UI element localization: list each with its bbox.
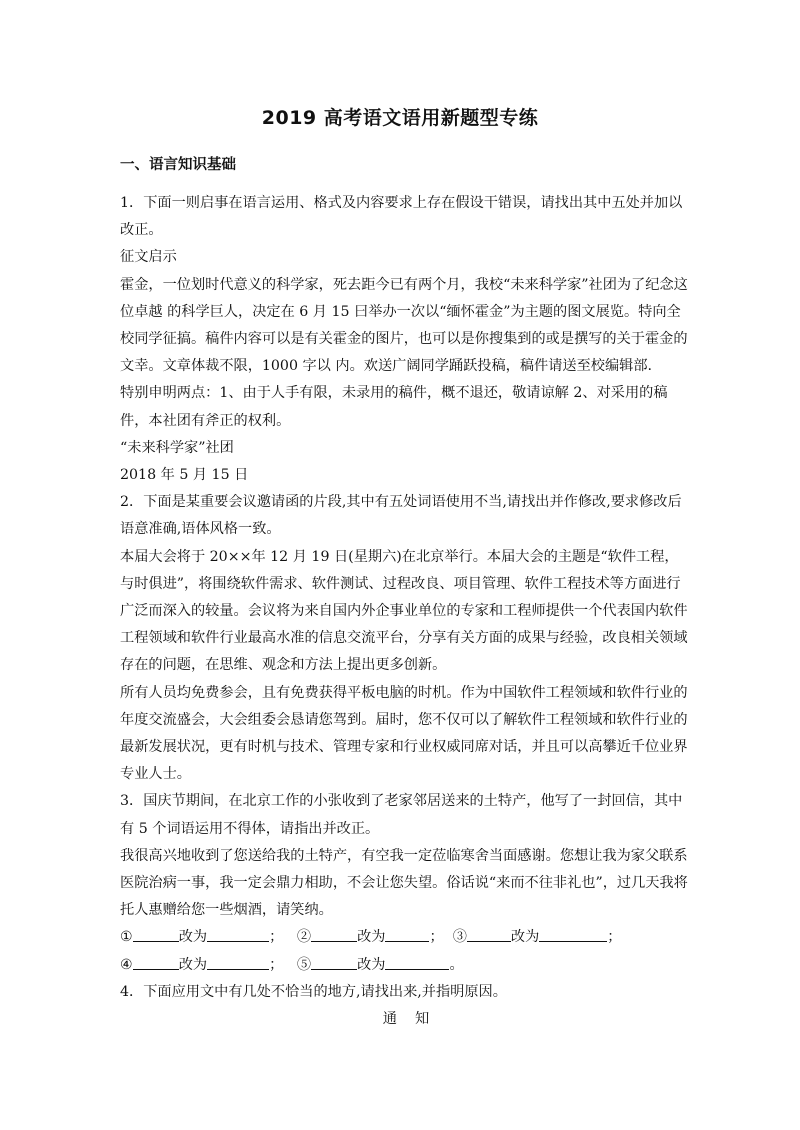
change-to-text: 改为 [357, 956, 386, 973]
change-to-text: 改为 [178, 956, 208, 973]
change-to-text: 改为 [357, 929, 386, 946]
blank-label: ③ [452, 929, 467, 946]
invitation-paragraph: 本届大会将于 20××年 12 月 19 日(星期六)在北京举行。本届大会的主题是“软件工程，与时俱进”，将围绕软件需求、软件测试、过程改良、项目管理、软件工程技术等方面进行广泛而深入的较量。会议将为来自国内外企事业单位的专家和工程师提供一个代表国内软件工程领域和软件行业最高水准的信息交流平台，分享有关方面的成果与经验，改良相关领域存在的问题，在思维、观念和方法上提出更多创新。 [120, 548, 688, 674]
blank-label: ② [296, 929, 312, 946]
notice-paragraph: 霍金，一位划时代意义的科学家，死去距今已有两个月，我校“未来科学家”社团为了纪念这位卓越 的科学巨人，决定在 6 月 15 曰举办一次以“缅怀霍金”为主题的图文展览。特向全校同学征搞。稿件内容可以是有关霍金的图片，也可以是你搜集到的或是撰写的关于霍金的文幸。文章体裁不限，1000 字以 内。欢送广阔同学踊跃投稿，稿件请送至校编辑部. [120, 276, 688, 375]
answer-blank[interactable] [311, 955, 357, 970]
notice-date: 2018 年 5 月 15 日 [120, 467, 249, 484]
notice-signature: “未来科学家”社团 [120, 439, 234, 456]
answer-blank[interactable] [385, 955, 449, 970]
blank-label: ⑤ [296, 956, 312, 973]
notice-heading: 征文启示 [120, 249, 177, 266]
separator: ； [269, 929, 284, 946]
blank-label: ④ [120, 956, 133, 973]
change-to-text: 改为 [510, 929, 540, 946]
question-2-stem: 2．下面是某重要会议邀请函的片段,其中有五处词语使用不当,请找出并作修改,要求修改后语意准确,语体风格一致。 [120, 494, 682, 538]
document-title: 2019 高考语文语用新题型专练 [261, 107, 539, 129]
answer-blanks-row [120, 952, 692, 979]
notice-paragraph: 特别申明两点：1、由于人手有限，未录用的稿件，概不退还，敬请谅解 2、对采用的稿件，本社团有斧正的权利。 [120, 385, 668, 429]
answer-blank[interactable] [385, 927, 429, 942]
answer-blank[interactable] [467, 927, 511, 942]
period: 。 [449, 956, 464, 973]
answer-blank[interactable] [133, 927, 179, 942]
document-body [120, 190, 692, 1033]
section-heading: 一、语言知识基础 [120, 157, 236, 173]
letter-paragraph: 我很高兴地收到了您送给我的土特产，有空我一定莅临寒舍当面感谢。您想让我为家父联系医院治病一事，我一定会鼎力相助，不会让您失望。俗话说“来而不往非礼也”，过几天我将托人惠赠给您一些烟酒，请笑纳。 [120, 847, 688, 919]
separator: ； [269, 956, 284, 973]
question-1-stem: 1．下面一则启事在语言运用、格式及内容要求上存在假设干错误，请找出其中五处并加以改正。 [120, 195, 683, 239]
separator: ； [607, 929, 622, 946]
answer-blank[interactable] [207, 955, 269, 970]
question-4-stem: 4．下面应用文中有几处不恰当的地方,请找出来,并指明原因。 [120, 983, 507, 1000]
invitation-paragraph: 所有人员均免费参会，且有免费获得平板电脑的时机。作为中国软件工程领域和软件行业的年度交流盛会，大会组委会恳请您驾到。届时，您不仅可以了解软件工程领域和软件行业的最新发展状况，更有时机与技术、管理专家和行业权威同席对话，并且可以高攀近千位业界专业人士。 [120, 684, 688, 783]
question-3-stem: 3．国庆节期间，在北京工作的小张收到了老家邻居送来的土特产，他写了一封回信，其中有 5 个词语运用不得体，请指出并改正。 [120, 793, 683, 837]
blank-label: ① [120, 929, 133, 946]
answer-blank[interactable] [207, 927, 269, 942]
answer-blanks-row [120, 924, 692, 951]
separator: ； [429, 929, 444, 946]
notice-title: 通知 [382, 1011, 448, 1028]
answer-blank[interactable] [539, 927, 607, 942]
answer-blank[interactable] [133, 955, 179, 970]
change-to-text: 改为 [178, 929, 208, 946]
answer-blank[interactable] [311, 927, 357, 942]
